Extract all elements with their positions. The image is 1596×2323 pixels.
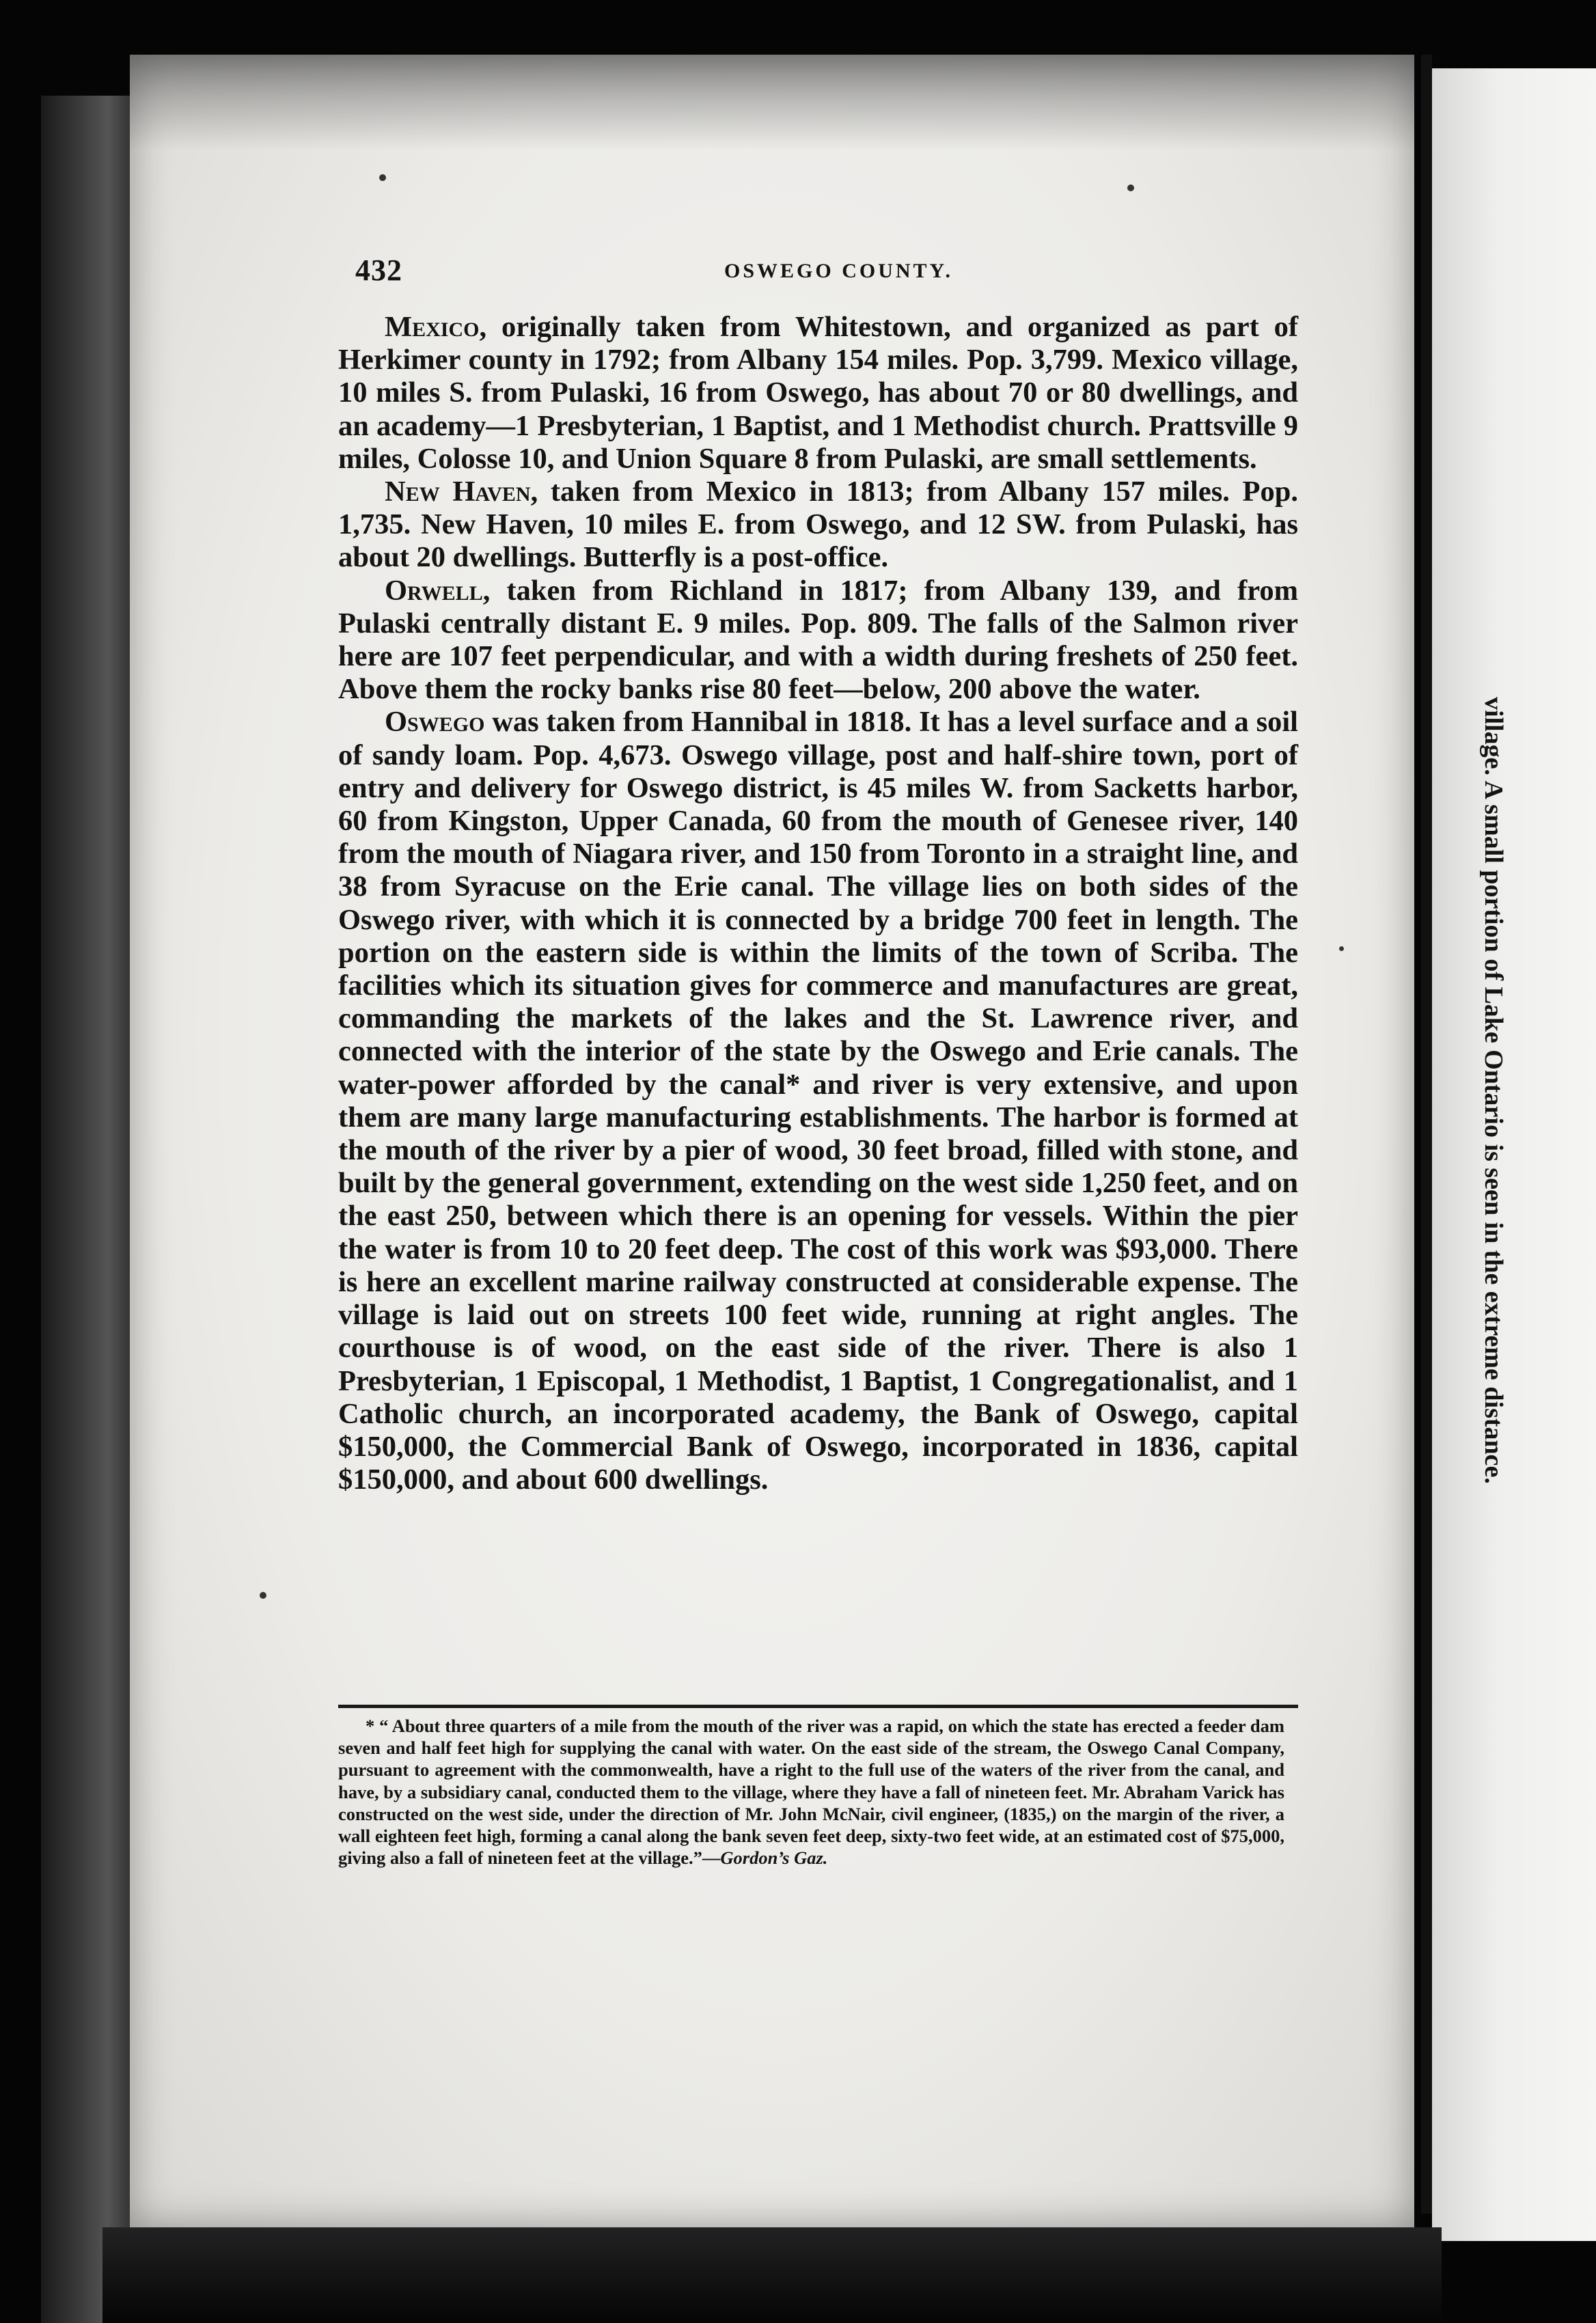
page-header — [355, 253, 1325, 294]
facing-page-caption — [1468, 697, 1522, 1722]
dust-speck — [1339, 946, 1344, 951]
facing-page-caption-text: village. A small portion of Lake Ontario is seen in the extreme distance. — [1479, 697, 1508, 1484]
paragraph-new-haven — [338, 476, 1298, 575]
paragraph-text: , taken from Mexico in 1813; from Albany 157 miles. Pop. 1,735. New Haven, 10 miles E. from Oswego, and 12 SW. from Pulaski, has about 20 dwellings. Butterfly is a post-office. — [338, 476, 1298, 574]
footnote — [338, 1715, 1284, 1869]
footnote-attribution: Gordon’s Gaz. — [720, 1847, 828, 1869]
dust-speck — [379, 174, 386, 181]
running-head: OSWEGO COUNTY. — [724, 260, 953, 282]
body-text — [338, 311, 1298, 1496]
page-top-shadow — [130, 55, 1414, 150]
book-binding-edge — [41, 96, 137, 2323]
town-name: Orwell — [385, 574, 483, 607]
footnote-text: * “ About three quarters of a mile from the mouth of the river was a rapid, on which the state has erected a feeder dam seven and half feet high for supplying the canal with water. On the east side of the stream, the Oswego Canal Company, pursuant to agreement with the commonwealth, have a right to the full use of the waters of the river from the canal, and have, by a subsidiary canal, conducted them to the village, where they have a fall of nineteen feet. Mr. Abraham Varick has constructed on the west side, under the direction of Mr. John McNair, civil engineer, (1835,) on the margin of the river, a wall eighteen feet high, forming a canal along the bank seven feet deep, sixty-two feet wide, at an estimated cost of $75,000, giving also a fall of nineteen feet at the village.”— — [338, 1716, 1284, 1869]
dust-speck — [260, 1592, 266, 1599]
page-number: 432 — [355, 253, 402, 287]
paragraph-mexico — [338, 311, 1298, 476]
paragraph-oswego — [338, 706, 1298, 1496]
page-bottom-shadow — [102, 2227, 1442, 2323]
paragraph-orwell — [338, 575, 1298, 706]
gutter-line — [1421, 55, 1432, 2214]
dust-speck — [1127, 184, 1134, 191]
paragraph-text: was taken from Hannibal in 1818. It has a level surface and a soil of sandy loam. Pop. 4,673. Oswego village, post and half-shire town, port of entry and delivery for Oswego district, is 45 miles W. from Sacketts harbor, 60 from Kingston, Upper Canada, 60 from the mouth of Genesee river, 140 from the mouth of Niagara river, and 150 from Toronto in a straight line, and 38 from Syracuse on the Erie canal. The village lies on both sides of the Oswego river, with which it is connected by a bridge 700 feet in length. The portion on the eastern side is within the limits of the town of Scriba. The facilities which its situation gives for commerce and manufactures are great, commanding the markets of the lakes and the St. Lawrence river, and connected with the interior of the state by the Oswego and Erie canals. The water-power afforded by the canal* and river is very extensive, and upon them are many large manufacturing establishments. The harbor is formed at the mouth of the river by a pier of wood, 30 feet broad, filled with stone, and built by the general government, extending on the west side 1,250 feet, and on the east 250, between which there is an opening for vessels. Within the pier the water is from 10 to 20 feet deep. The cost of this work was $93,000. There is here an excellent marine railway constructed at considerable expense. The village is laid out on streets 100 feet wide, running at right angles. The courthouse is of wood, on the east side of the river. There is also 1 Presbyterian, 1 Episcopal, 1 Methodist, 1 Baptist, 1 Congregationalist, and 1 Catholic church, an incorporated academy, the Bank of Oswego, capital $150,000, the Commercial Bank of Oswego, incorporated in 1836, capital $150,000, and about 600 dwellings. — [338, 706, 1298, 1496]
paragraph-text: , taken from Richland in 1817; from Albany 139, and from Pulaski centrally distant E. 9 miles. Pop. 809. The falls of the Salmon river here are 107 feet perpendicular, and with a width during freshets of 250 feet. Above them the rocky banks rise 80 feet—below, 200 above the water. — [338, 574, 1298, 706]
footnote-paragraph — [338, 1715, 1284, 1869]
town-name: New Haven — [385, 476, 531, 508]
footnote-rule — [338, 1705, 1298, 1708]
town-name: Mexico — [385, 311, 480, 343]
town-name: Oswego — [385, 706, 485, 739]
paragraph-text: , originally taken from Whitestown, and organized as part of Herkimer county in 1792; from Albany 154 miles. Pop. 3,799. Mexico village, 10 miles S. from Pulaski, 16 from Oswego, has about 70 or 80 dwellings, and an academy—1 Presbyterian, 1 Baptist, and 1 Methodist church. Prattsville 9 miles, Colosse 10, and Union Square 8 from Pulaski, are small settlements. — [338, 311, 1298, 475]
